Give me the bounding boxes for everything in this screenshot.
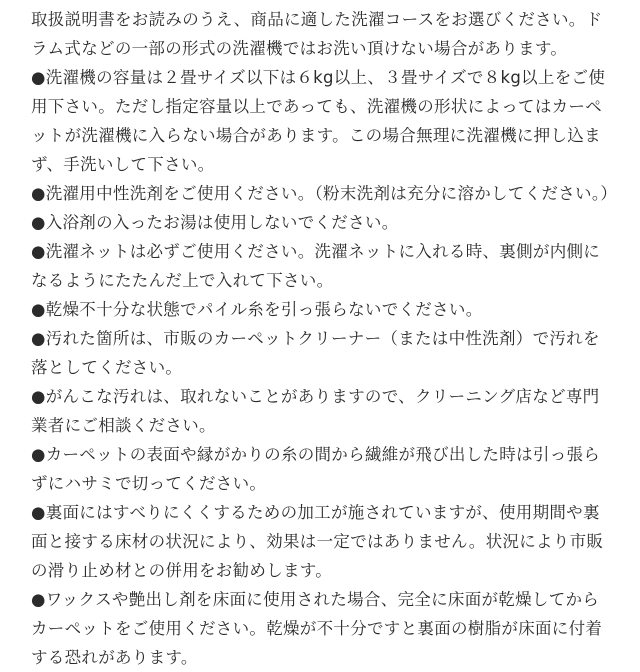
text-line: 面と接する床材の状況により、効果は一定ではありません。状況により市販 [31,532,604,551]
text-line: ●ワックスや艶出し剤を床面に使用された場合、完全に床面が乾燥してから [31,590,600,609]
text-line: 落としてください。 [31,358,183,377]
text-line: ●乾燥不十分な状態でパイル糸を引っ張らないでください。 [31,300,483,319]
text-line: 取扱説明書をお読みのうえ、商品に適した洗濯コースをお選びください。ド [31,10,603,29]
text-line: ●洗濯ネットは必ずご使用ください。洗濯ネットに入れる時、裏側が内側に [31,242,601,261]
care-instructions-text [31,5,618,672]
text-line: ●洗濯機の容量は２畳サイズ以下は６kg以上、３畳サイズで８kg以上をご使 [31,68,606,87]
text-line: カーペットをご使用ください。乾燥が不十分ですと裏面の樹脂が床面に付着 [31,619,603,638]
text-line: ●洗濯用中性洗剤をご使用ください。（粉末洗剤は充分に溶かしてください。） [31,184,618,203]
text-line: 用下さい。ただし指定容量以上であっても、洗濯機の形状によってはカーペ [31,97,603,116]
text-line: する恐れがあります。 [31,648,198,667]
text-line: ●裏面にはすべりにくくするための加工が施されていますが、使用期間や裏 [31,503,600,522]
text-line: ●汚れた箇所は、市販のカーペットクリーナー（または中性洗剤）で汚れを [31,329,600,348]
text-line: の滑り止め材との併用をお勧めします。 [31,561,333,580]
text-line: 業者にご相談ください。 [31,416,216,435]
text-line: ず、手洗いして下さい。 [31,155,215,174]
text-line: なるようにたたんだ上で入れて下さい。 [31,271,334,290]
text-line: ットが洗濯機に入らない場合があります。この場合無理に洗濯機に押し込ま [31,126,601,145]
text-line: ●がんこな汚れは、取れないことがありますので、クリーニング店など専門 [31,387,600,406]
text-line: ●カーペットの表面や縁がかりの糸の間から繊維が飛び出した時は引っ張ら [31,445,601,464]
text-line: ずにハサミで切ってください。 [31,474,267,493]
text-line: ラム式などの一部の形式の洗濯機ではお洗い頂けない場合があります。 [31,39,568,58]
text-line: ●入浴剤の入ったお湯は使用しないでください。 [31,213,399,232]
